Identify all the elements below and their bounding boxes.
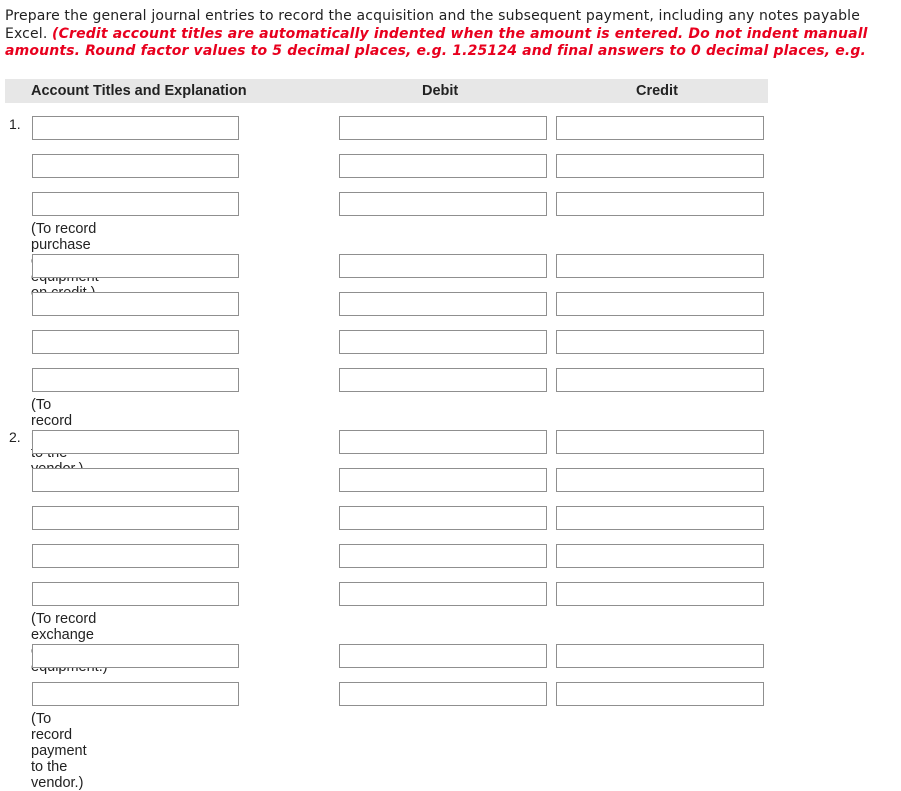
entry-number-2: 2. (9, 429, 21, 445)
credit-input[interactable] (556, 430, 764, 454)
credit-input[interactable] (556, 682, 764, 706)
credit-input[interactable] (556, 644, 764, 668)
debit-input[interactable] (339, 368, 547, 392)
debit-input[interactable] (339, 254, 547, 278)
instructions-line-3: amounts. Round factor values to 5 decimal places, e.g. 1.25124 and final answers to 0 decimal places, e.g. (5, 43, 867, 59)
account-title-input[interactable] (32, 192, 239, 216)
account-title-input[interactable] (32, 468, 239, 492)
account-title-input[interactable] (32, 544, 239, 568)
entry-explanation-purchase: (To record purchase (31, 221, 97, 253)
account-title-input[interactable] (32, 116, 239, 140)
account-title-input[interactable] (32, 154, 239, 178)
credit-input[interactable] (556, 368, 764, 392)
entry-number-1: 1. (9, 116, 21, 132)
credit-input[interactable] (556, 468, 764, 492)
credit-input[interactable] (556, 292, 764, 316)
account-title-input[interactable] (32, 368, 239, 392)
debit-input[interactable] (339, 292, 547, 316)
debit-input[interactable] (339, 116, 547, 140)
credit-input[interactable] (556, 192, 764, 216)
credit-input[interactable] (556, 506, 764, 530)
debit-input[interactable] (339, 682, 547, 706)
entry-explanation-payment-2: (To record payment to the vendor.) (31, 711, 87, 791)
account-title-input[interactable] (32, 506, 239, 530)
header-account-titles: Account Titles and Explanation (31, 83, 247, 99)
debit-input[interactable] (339, 330, 547, 354)
account-title-input[interactable] (32, 254, 239, 278)
credit-input[interactable] (556, 154, 764, 178)
instructions-line-2-plain: Excel. (5, 25, 53, 42)
account-title-input[interactable] (32, 644, 239, 668)
account-title-input[interactable] (32, 682, 239, 706)
instructions-line-1: Prepare the general journal entries to record the acquisition and the subsequent payment, including any notes payable (5, 8, 860, 24)
header-credit: Credit (636, 83, 678, 99)
account-title-input[interactable] (32, 330, 239, 354)
entry-explanation-payment: (To record (31, 397, 73, 429)
debit-input[interactable] (339, 430, 547, 454)
debit-input[interactable] (339, 544, 547, 568)
instructions (5, 8, 901, 61)
journal-table-header (5, 79, 768, 103)
debit-input[interactable] (339, 468, 547, 492)
account-title-input[interactable] (32, 582, 239, 606)
instructions-line-2 (5, 26, 901, 44)
credit-input[interactable] (556, 582, 764, 606)
instructions-line-2-red: (Credit account titles are automatically indented when the amount is entered. Do not indent manuall (52, 25, 868, 42)
credit-input[interactable] (556, 330, 764, 354)
credit-input[interactable] (556, 254, 764, 278)
debit-input[interactable] (339, 154, 547, 178)
debit-input[interactable] (339, 192, 547, 216)
header-debit: Debit (422, 83, 459, 99)
entry-explanation-exchange: (To record exchange (31, 611, 97, 643)
debit-input[interactable] (339, 506, 547, 530)
account-title-input[interactable] (32, 430, 239, 454)
account-title-input[interactable] (32, 292, 239, 316)
credit-input[interactable] (556, 544, 764, 568)
debit-input[interactable] (339, 644, 547, 668)
credit-input[interactable] (556, 116, 764, 140)
debit-input[interactable] (339, 582, 547, 606)
